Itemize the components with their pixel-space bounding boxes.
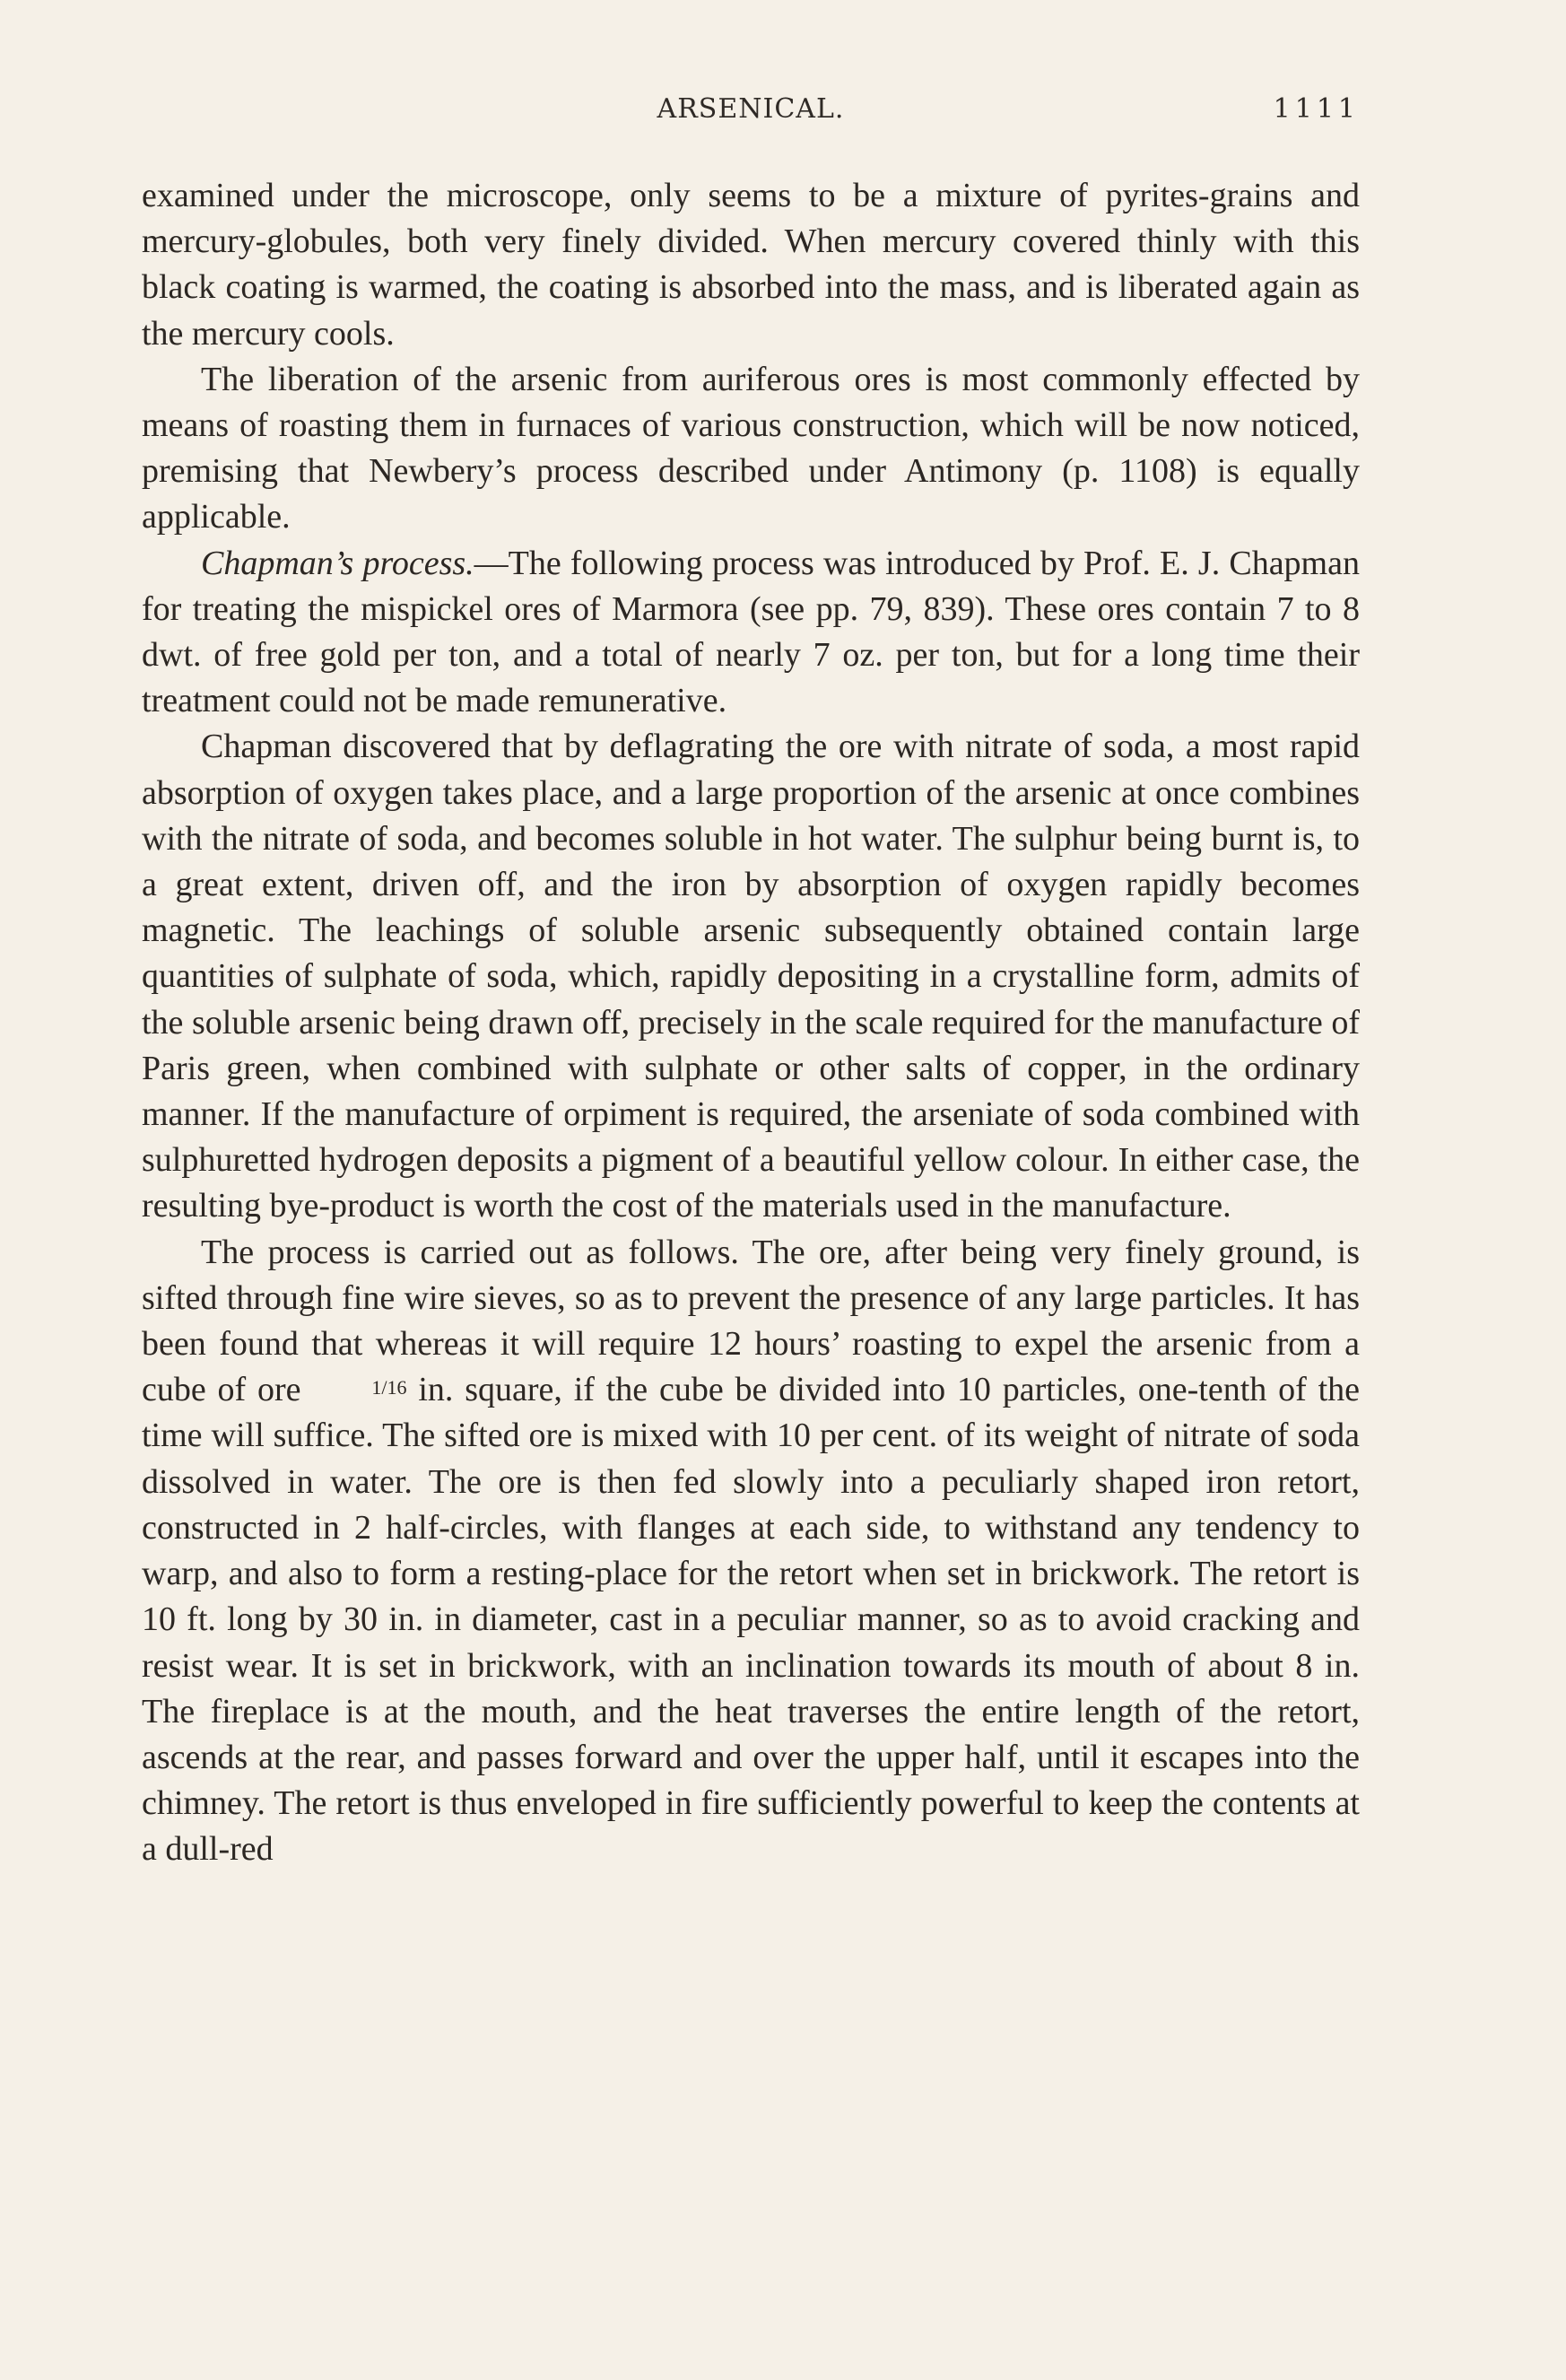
- running-head: [142, 93, 1360, 129]
- paragraph-5-text-after-fraction: in. square, if the cube be divided into 10 particles, one-tenth of the time will suffice. The sifted ore is mixed with 10 per cent. of its weight of nitrate of soda dissolved in water. The ore is then fed slowly into a peculiarly shaped iron retort, constructed in 2 half-circles, with flanges at each side, to withstand any tendency to warp, and also to form a resting-place for the retort when set in brickwork. The retort is 10 ft. long by 30 in. in diameter, cast in a peculiar manner, so as to avoid cracking and resist wear. It is set in brickwork, with an inclination towards its mouth of about 8 in. The fireplace is at the mouth, and the heat traverses the entire length of the retort, ascends at the rear, and passes forward and over the upper half, until it escapes into the chimney. The retort is thus enveloped in fire sufficiently powerful to keep the contents at a dull-red: [142, 1371, 1360, 1869]
- section-heading-chapmans-process: Chapman’s process.: [201, 544, 474, 582]
- paragraph-3-text: —The following process was introduced by Prof. E. J. Chapman for treating the mispickel ores of Marmora (see pp. 79, 839). These ores contain 7 to 8 dwt. of free gold per ton, and a total of nearly 7 oz. per ton, but for a long time their treatment could not be made remunerative.: [142, 544, 1360, 720]
- paragraph-5-text-before-fraction: The process is carried out as follows. The ore, after being very finely ground, is sifted through fine wire sieves, so as to prevent the presence of any large particles. It has been found that whereas it will require 12 hours’ roasting to expel the arsenic from a cube of ore: [142, 1233, 1360, 1409]
- paragraph-2: The liberation of the arsenic from auriferous ores is most commonly effected by means of roasting them in furnaces of various construction, which will be now noticed, premising that Newbery’s process described under Antimony (p. 1108) is equally applicable.: [142, 360, 1360, 536]
- running-head-title: ARSENICAL.: [657, 93, 845, 125]
- page-number: 1111: [1273, 93, 1360, 125]
- paragraph-4: Chapman discovered that by deflagrating the ore with nitrate of soda, a most rapid absorption of oxygen takes place, and a large proportion of the arsenic at once combines with the nitrate of soda, and becomes soluble in hot water. The sulphur being burnt is, to a great extent, driven off, and the iron by absorption of oxygen rapidly becomes magnetic. The leachings of soluble arsenic subsequently obtained contain large quantities of sulphate of soda, which, rapidly depositing in a crystalline form, admits of the soluble arsenic being drawn off, precisely in the scale required for the manufacture of Paris green, when combined with sulphate or other salts of copper, in the ordinary manner. If the manufacture of orpiment is required, the arseniate of soda combined with sulphuretted hydrogen deposits a pigment of a beautiful yellow colour. In either case, the resulting bye-product is worth the cost of the materials used in the manufacture.: [142, 728, 1360, 1225]
- paragraph-3: [142, 541, 1360, 725]
- fraction-one-sixteenth: 1/16: [371, 1375, 407, 1399]
- body-text: [142, 173, 1360, 1873]
- paragraph-1: examined under the microscope, only seems to be a mixture of pyrites-grains and mercury-globules, both very finely divided. When mercury covered thinly with this black coating is warmed, the coating is absorbed into the mass, and is liberated again as the mercury cools.: [142, 177, 1360, 353]
- paragraph-5: [142, 1230, 1360, 1873]
